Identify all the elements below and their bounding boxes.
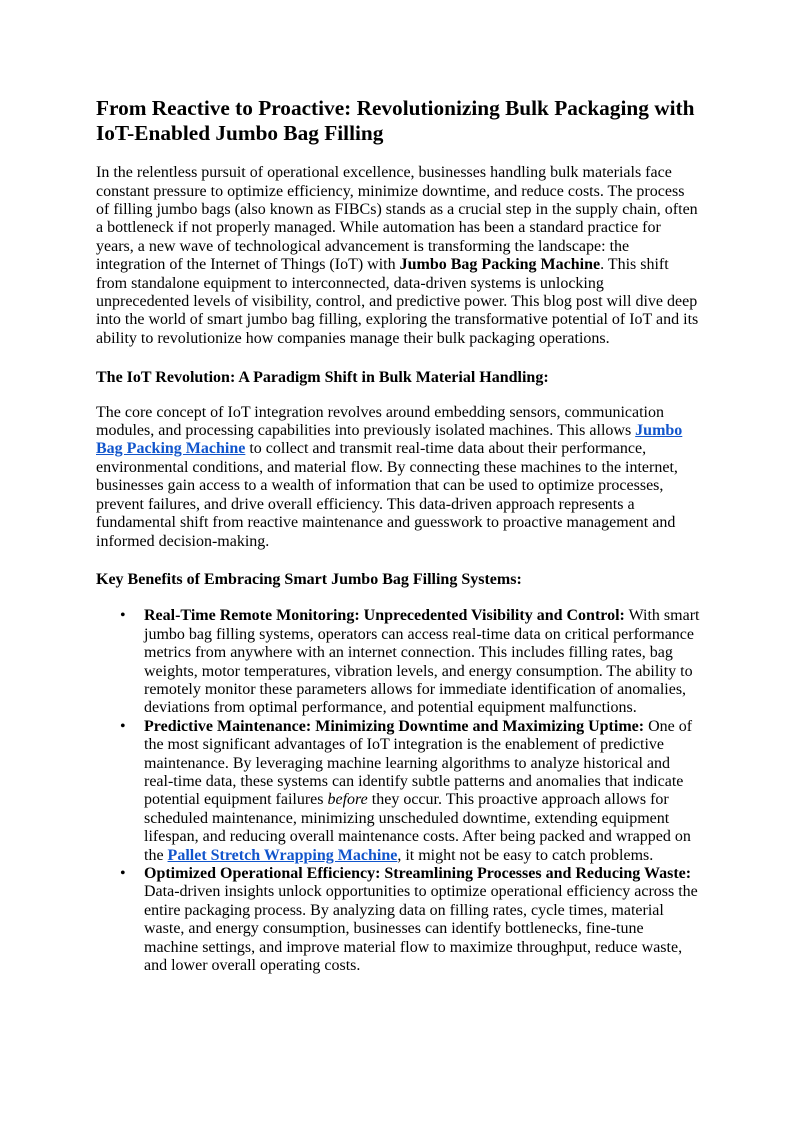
paragraph-text: The core concept of IoT integration revolves around embedding sensors, communication modules, and processing capabilities into previously isolated machines. This allows	[96, 403, 664, 440]
bullet-icon: •	[120, 607, 126, 625]
bullet-icon: •	[120, 717, 126, 735]
intro-bold-term: Jumbo Bag Packing Machine	[399, 256, 601, 274]
jumbo-bag-packing-machine-link[interactable]: Jumbo Bag Packing Machine	[96, 422, 683, 458]
list-item	[120, 717, 700, 865]
intro-text-end: . This shift from standalone equipment to interconnected, data-driven systems is unlocking unprecedented levels of visibility, control, and predictive power. This blog post will dive deep into the world of smart jumbo bag filling, exploring the transformative potential of IoT and its ability to revolutionize how companies manage their bulk packaging operations.	[96, 256, 699, 347]
benefits-list	[96, 607, 700, 975]
item-heading: Real-Time Remote Monitoring: Unprecedented Visibility and Control:	[144, 607, 625, 625]
pallet-stretch-wrapping-machine-link[interactable]: Pallet Stretch Wrapping Machine	[167, 846, 398, 864]
article-title: From Reactive to Proactive: Revolutionizing Bulk Packaging with IoT-Enabled Jumbo Bag Filling	[96, 96, 695, 145]
item-text: Data-driven insights unlock opportunities to optimize operational efficiency across the entire packaging process. By analyzing data on filling rates, cycle times, material waste, and energy consumption, businesses can identify bottlenecks, fine-tune machine settings, and improve material flow to maximize throughput, reduce waste, and lower overall operating costs.	[144, 883, 698, 975]
list-item	[120, 865, 700, 975]
list-item	[120, 607, 700, 717]
item-text: With smart jumbo bag filling systems, operators can access real-time data on critical performance metrics from anywhere with an internet connection. This includes filling rates, bag weights, motor temperatures, vibration levels, and energy consumption. The ability to remotely monitor these parameters allows for immediate identification of anomalies, deviations from optimal performance, and potential equipment malfunctions.	[144, 607, 700, 717]
paragraph-text-end: to collect and transmit real-time data about their performance, environmental conditions, and material flow. By connecting these machines to the internet, businesses gain access to a wealth of information that can be used to optimize processes, prevent failures, and drive overall efficiency. This data-driven approach represents a fundamental shift from reactive maintenance and guesswork to proactive management and informed decision-making.	[96, 440, 678, 550]
document-page	[96, 96, 700, 975]
iot-revolution-paragraph	[96, 404, 700, 551]
item-text: , it might not be easy to catch problems.	[397, 846, 654, 864]
item-heading: Predictive Maintenance: Minimizing Downtime and Maximizing Uptime:	[144, 717, 645, 735]
bullet-icon: •	[120, 865, 126, 882]
section-heading-key-benefits: Key Benefits of Embracing Smart Jumbo Bag Filling Systems:	[96, 570, 522, 588]
section-heading-iot-revolution: The IoT Revolution: A Paradigm Shift in Bulk Material Handling:	[96, 369, 549, 387]
item-heading: Optimized Operational Efficiency: Streamlining Processes and Reducing Waste:	[144, 865, 692, 882]
item-text: One of the most significant advantages of IoT integration is the enablement of predictive maintenance. By leveraging machine learning algorithms to analyze historical and real-time data, these systems can identify subtle patterns and anomalies that indicate potential equipment failures	[144, 717, 693, 809]
item-text: they occur. This proactive approach allows for scheduled maintenance, minimizing unscheduled downtime, extending equipment lifespan, and reducing overall maintenance costs. After being packed and wrapped on the	[144, 791, 691, 864]
item-italic: before	[327, 791, 368, 809]
intro-paragraph	[96, 164, 700, 348]
intro-text: In the relentless pursuit of operational excellence, businesses handling bulk materials face constant pressure to optimize efficiency, minimize downtime, and reduce costs. The process of filling jumbo bags (also known as FIBCs) stands as a crucial step in the supply chain, often a bottleneck if not properly managed. While automation has been a standard practice for years, a new wave of technological advancement is transforming the landscape: the integration of the Internet of Things (IoT) with	[96, 164, 698, 274]
